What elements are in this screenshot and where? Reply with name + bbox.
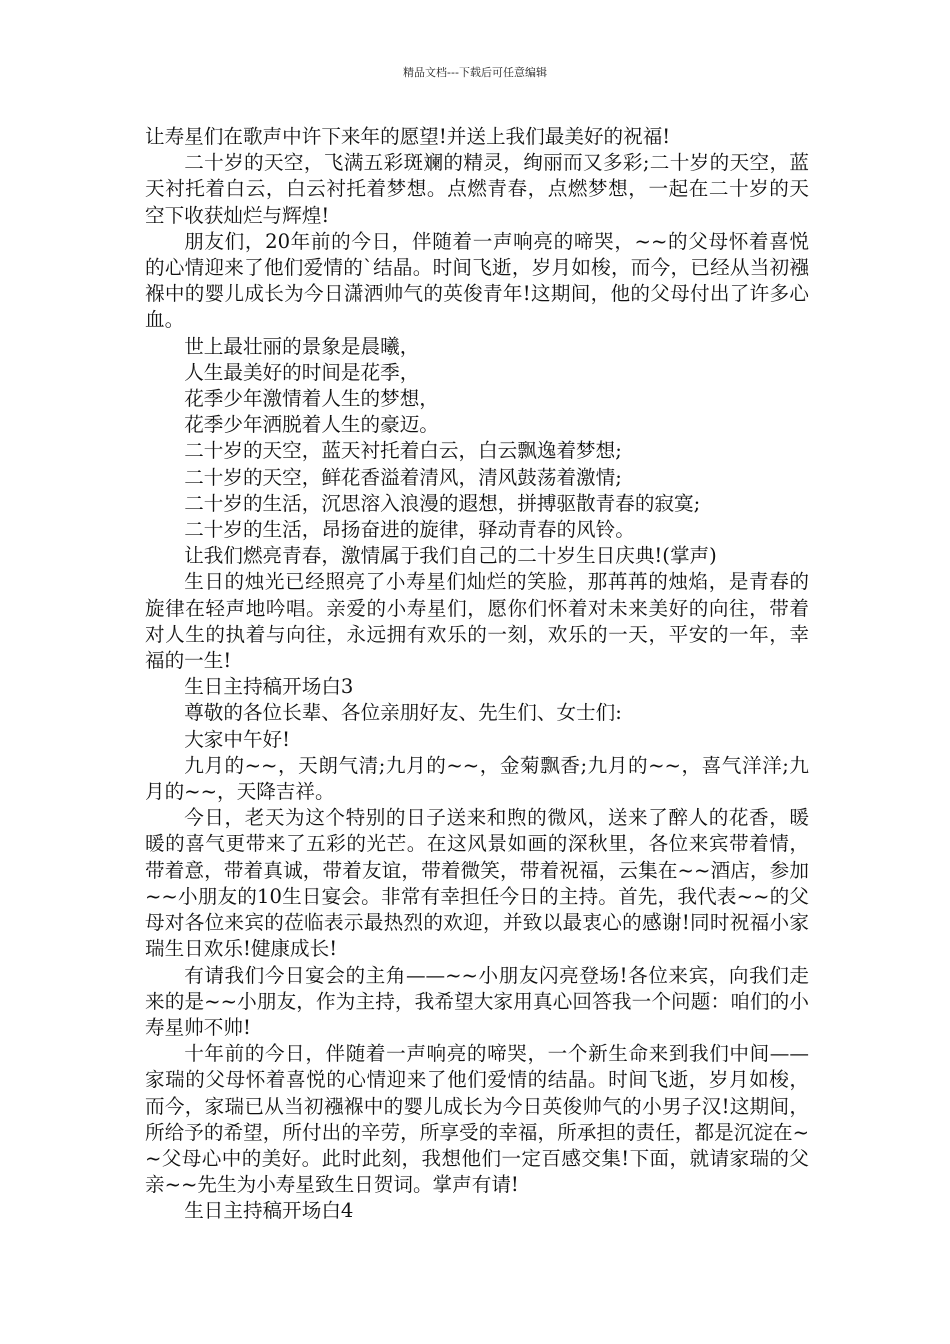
page-header: 精品文档---下载后可任意编辑 (403, 66, 547, 79)
poem-line: 花季少年洒脱着人生的豪迈。 (184, 413, 439, 437)
paragraph: 让寿星们在歌声中许下来年的愿望!并送上我们最美好的祝福! (145, 125, 671, 148)
paragraph: 让我们燃亮青春，激情属于我们自己的二十岁生日庆典!(掌声) (184, 544, 717, 568)
document-body (145, 124, 809, 1225)
poem-line: 二十岁的生活，昂扬奋进的旋律，驿动青春的风铃。 (184, 518, 635, 542)
paragraph: 尊敬的各位长辈、各位亲朋好友、先生们、女士们: (184, 701, 622, 725)
paragraph: 十年前的今日，伴随着一声响亮的啼哭，一个新生命来到我们中间——家瑞的父母怀着喜悦的心情迎来了他们爱情的结晶。时间飞逝，岁月如梭，而今，家瑞已从当初襁褓中的婴儿成长为今日英俊帅气的小男子汉!这期间，所给予的希望，所付出的辛劳，所享受的幸福，所承担的责任，都是沉淀在~~父母心中的美好。此时此刻，我想他们一定百感交集!下面，就请家瑞的父亲~~先生为小寿星致生日贺词。掌声有请! (145, 1042, 809, 1197)
paragraph: 大家中午好! (184, 727, 291, 751)
poem-line: 花季少年激情着人生的梦想， (184, 387, 439, 411)
poem-line: 人生最美好的时间是花季， (184, 360, 420, 384)
paragraph: 生日的烛光已经照亮了小寿星们灿烂的笑脸，那苒苒的烛焰，是青春的旋律在轻声地吟唱。亲爱的小寿星们，愿你们怀着对未来美好的向往，带着对人生的执着与向往，永远拥有欢乐的一刻，欢乐的一天，平安的一年，幸福的一生! (145, 570, 809, 673)
poem-line: 世上最壮丽的景象是晨曦， (184, 334, 420, 358)
section-heading: 生日主持稿开场白4 (184, 1199, 354, 1223)
paragraph: 有请我们今日宴会的主角——~~小朋友闪亮登场!各位来宾，向我们走来的是~~小朋友，作为主持，我希望大家用真心回答我一个问题：咱们的小寿星帅不帅! (145, 963, 809, 1039)
section-heading: 生日主持稿开场白3 (184, 675, 354, 699)
paragraph: 今日，老天为这个特别的日子送来和煦的微风，送来了醉人的花香，暖暖的喜气更带来了五彩的光芒。在这风景如画的深秋里，各位来宾带着情，带着意，带着真诚，带着友谊，带着微笑，带着祝福，云集在~~酒店，参加~~小朋友的10生日宴会。非常有幸担任今日的主持。首先，我代表~~的父母对各位来宾的莅临表示最热烈的欢迎，并致以最衷心的感谢!同时祝福小家瑞生日欢乐!健康成长! (145, 806, 809, 961)
paragraph: 九月的~~，天朗气清;九月的~~，金菊飘香;九月的~~，喜气洋洋;九月的~~，天降吉祥。 (145, 753, 809, 804)
poem-line: 二十岁的天空，鲜花香溢着清风，清风鼓荡着激情; (184, 465, 622, 489)
poem-line: 二十岁的生活，沉思溶入浪漫的遐想，拼搏驱散青春的寂寞; (184, 491, 701, 515)
paragraph: 二十岁的天空，飞满五彩斑斓的精灵，绚丽而又多彩;二十岁的天空，蓝天衬托着白云，白云衬托着梦想。点燃青春，点燃梦想，一起在二十岁的天空下收获灿烂与辉煌! (145, 151, 809, 227)
poem-line: 二十岁的天空，蓝天衬托着白云，白云飘逸着梦想; (184, 439, 622, 463)
paragraph: 朋友们，20年前的今日，伴随着一声响亮的啼哭，~~的父母怀着喜悦的心情迎来了他们爱情的`结晶。时间飞逝，岁月如梭，而今，已经从当初襁褓中的婴儿成长为今日潇洒帅气的英俊青年!这期间，他的父母付出了许多心血。 (145, 229, 809, 332)
